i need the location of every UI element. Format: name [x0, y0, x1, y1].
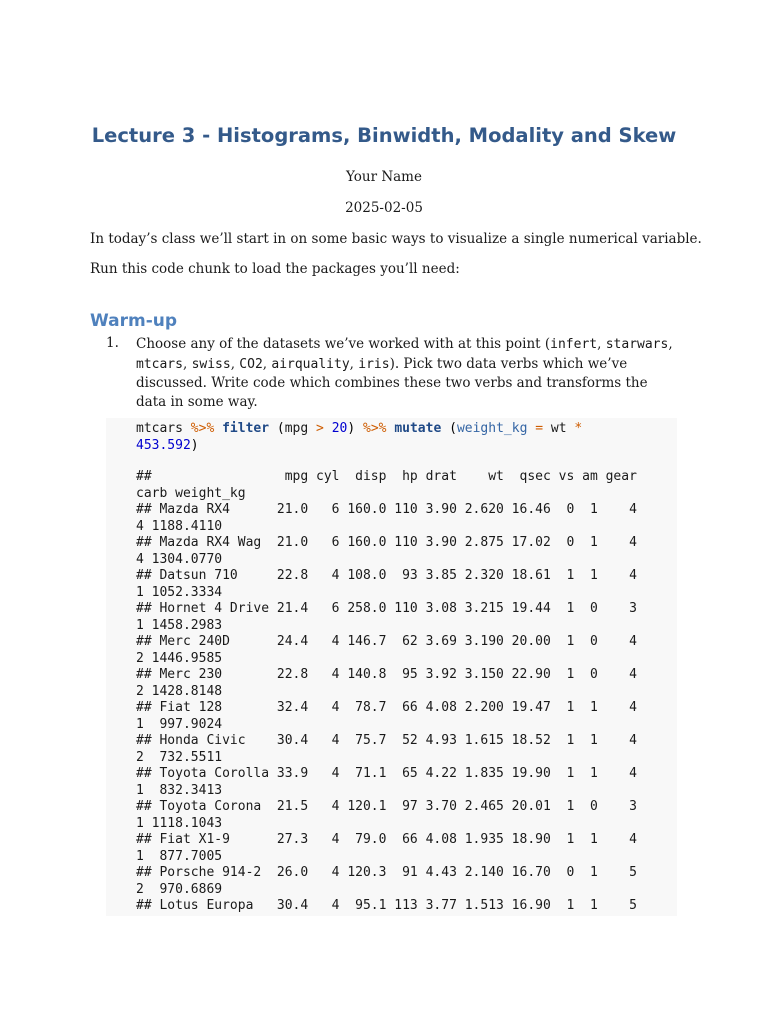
output-line: 1 832.3413	[136, 782, 223, 798]
dataset-name: iris	[358, 356, 390, 372]
output-line: 2 732.5511	[136, 749, 223, 765]
dataset-name: swiss	[191, 356, 231, 372]
output-line: 1 1458.2983	[136, 617, 223, 633]
output-line: 2 1446.9585	[136, 650, 223, 666]
output-line: 1 997.9024	[136, 716, 223, 732]
output-line: ## Hornet 4 Drive 21.4 6 258.0 110 3.08 3.215 19.44 1 0 3	[136, 601, 637, 616]
output-line: 1 877.7005	[136, 848, 223, 864]
output-line: 2 1428.8148	[136, 683, 223, 699]
output-line: ## Honda Civic 30.4 4 75.7 52 4.93 1.615 18.52 1 1 4	[136, 733, 637, 748]
dataset-name: mtcars	[136, 356, 183, 372]
output-line: ## Fiat X1-9 27.3 4 79.0 66 4.08 1.935 18.90 1 1 4	[136, 832, 637, 847]
output-line: carb weight_kg	[136, 485, 246, 501]
intro-paragraph: In today’s class we’ll start in on some basic ways to visualize a single numerical variable.	[90, 231, 702, 247]
output-line: 2 970.6869	[136, 881, 223, 897]
dataset-name: infert	[550, 337, 598, 352]
output-line: ## Toyota Corolla 33.9 4 71.1 65 4.22 1.835 19.90 1 1 4	[136, 766, 637, 781]
output-line: ## Merc 230 22.8 4 140.8 95 3.92 3.150 22.90 1 0 4	[136, 667, 637, 682]
list-item-text: Choose any of the datasets we’ve worked with at this point (infert, starwars, mtcars, swiss, CO2, airquality, iris). Pick two data verbs which we’ve discussed. Write code which combines these two verbs and transforms the data in some way.	[136, 336, 673, 410]
output-line: 4 1304.0770	[136, 551, 223, 567]
output-line: 4 1188.4110	[136, 518, 223, 534]
output-line: ## Merc 240D 24.4 4 146.7 62 3.69 3.190 20.00 1 0 4	[136, 634, 637, 649]
output-line: ## Toyota Corona 21.5 4 120.1 97 3.70 2.465 20.01 1 0 3	[136, 799, 637, 814]
code-output	[136, 469, 637, 915]
warmup-heading: Warm-up	[90, 311, 178, 331]
output-line: ## Mazda RX4 21.0 6 160.0 110 3.90 2.620 16.46 0 1 4	[136, 502, 637, 517]
code-source: mtcars %>% filter (mpg > 20) %>% mutate (weight_kg = wt * 453.592)	[136, 421, 583, 453]
dataset-name: CO2	[239, 356, 263, 372]
output-line: 1 1118.1043	[136, 815, 223, 831]
document-title: Lecture 3 - Histograms, Binwidth, Modality and Skew	[91, 124, 677, 147]
author-name: Your Name	[346, 169, 422, 185]
run-note-paragraph: Run this code chunk to load the packages you’ll need:	[90, 261, 460, 277]
document-date: 2025-02-05	[345, 200, 423, 216]
list-item-number: 1.	[106, 335, 119, 351]
output-line: ## mpg cyl disp hp drat wt qsec vs am gear	[136, 469, 637, 484]
output-line: ## Porsche 914-2 26.0 4 120.3 91 4.43 2.140 16.70 0 1 5	[136, 865, 637, 880]
output-line: ## Lotus Europa 30.4 4 95.1 113 3.77 1.513 16.90 1 1 5	[136, 898, 637, 913]
dataset-name: starwars	[605, 337, 669, 352]
output-line: 1 1052.3334	[136, 584, 223, 600]
output-line: ## Datsun 710 22.8 4 108.0 93 3.85 2.320 18.61 1 1 4	[136, 568, 637, 583]
output-line: ## Mazda RX4 Wag 21.0 6 160.0 110 3.90 2.875 17.02 0 1 4	[136, 535, 637, 550]
dataset-name: airquality	[271, 356, 350, 372]
output-line: ## Fiat 128 32.4 4 78.7 66 4.08 2.200 19.47 1 1 4	[136, 700, 637, 715]
